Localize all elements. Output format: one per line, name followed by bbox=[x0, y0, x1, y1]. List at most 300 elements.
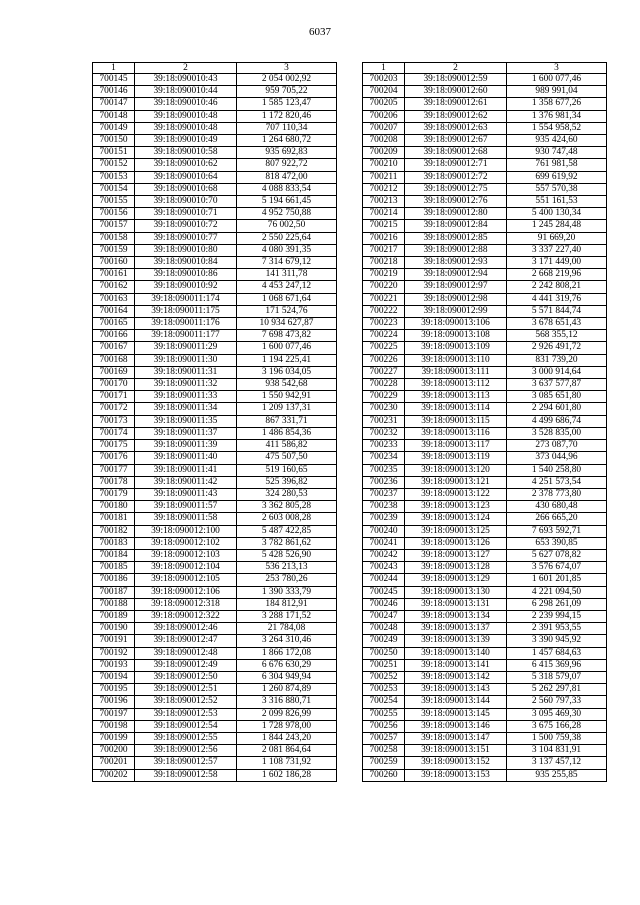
cadastral-number: 39:18:090012:52 bbox=[135, 696, 237, 708]
table-body-left bbox=[93, 74, 337, 782]
row-number: 700184 bbox=[93, 549, 135, 561]
amount: 1 550 942,91 bbox=[237, 391, 337, 403]
amount: 3 288 171,52 bbox=[237, 610, 337, 622]
cadastral-number: 39:18:090012:80 bbox=[405, 208, 507, 220]
amount: 3 390 945,92 bbox=[507, 635, 607, 647]
amount: 5 627 078,82 bbox=[507, 549, 607, 561]
cadastral-number: 39:18:090013:144 bbox=[405, 696, 507, 708]
amount: 171 524,76 bbox=[237, 305, 337, 317]
cadastral-number: 39:18:090012:105 bbox=[135, 574, 237, 586]
table-row bbox=[93, 745, 337, 757]
row-number: 700207 bbox=[363, 122, 405, 134]
table-row bbox=[93, 635, 337, 647]
amount: 1 264 680,72 bbox=[237, 135, 337, 147]
cadastral-number: 39:18:090013:106 bbox=[405, 318, 507, 330]
amount: 7 693 592,71 bbox=[507, 525, 607, 537]
row-number: 700179 bbox=[93, 488, 135, 500]
row-number: 700198 bbox=[93, 720, 135, 732]
row-number: 700237 bbox=[363, 488, 405, 500]
amount: 4 088 833,54 bbox=[237, 183, 337, 195]
header-row bbox=[363, 63, 607, 74]
table-row bbox=[363, 220, 607, 232]
row-number: 700204 bbox=[363, 86, 405, 98]
table-row bbox=[363, 598, 607, 610]
table-row bbox=[93, 769, 337, 781]
table-row bbox=[93, 305, 337, 317]
table-row bbox=[363, 745, 607, 757]
cadastral-number: 39:18:090012:60 bbox=[405, 86, 507, 98]
row-number: 700208 bbox=[363, 135, 405, 147]
cadastral-number: 39:18:090013:152 bbox=[405, 757, 507, 769]
column-header: 1 bbox=[93, 63, 135, 74]
amount: 1 194 225,41 bbox=[237, 354, 337, 366]
row-number: 700244 bbox=[363, 574, 405, 586]
cadastral-number: 39:18:090013:114 bbox=[405, 403, 507, 415]
cadastral-number: 39:18:090012:94 bbox=[405, 269, 507, 281]
cadastral-number: 39:18:090012:93 bbox=[405, 257, 507, 269]
table-row bbox=[93, 476, 337, 488]
cadastral-number: 39:18:090011:174 bbox=[135, 293, 237, 305]
amount: 141 311,78 bbox=[237, 269, 337, 281]
table-row bbox=[363, 732, 607, 744]
amount: 3 678 651,43 bbox=[507, 318, 607, 330]
row-number: 700194 bbox=[93, 671, 135, 683]
table-row bbox=[363, 196, 607, 208]
amount: 831 739,20 bbox=[507, 354, 607, 366]
amount: 1 457 684,63 bbox=[507, 647, 607, 659]
cadastral-number: 39:18:090011:57 bbox=[135, 501, 237, 513]
cadastral-number: 39:18:090012:102 bbox=[135, 537, 237, 549]
table-row bbox=[363, 208, 607, 220]
table-row bbox=[93, 147, 337, 159]
row-number: 700145 bbox=[93, 74, 135, 86]
amount: 1 844 243,20 bbox=[237, 732, 337, 744]
amount: 1 172 820,46 bbox=[237, 110, 337, 122]
row-number: 700156 bbox=[93, 208, 135, 220]
row-number: 700213 bbox=[363, 196, 405, 208]
table-row bbox=[363, 525, 607, 537]
row-number: 700246 bbox=[363, 598, 405, 610]
table-row bbox=[363, 562, 607, 574]
amount: 1 728 978,00 bbox=[237, 720, 337, 732]
amount: 411 586,82 bbox=[237, 440, 337, 452]
amount: 273 087,70 bbox=[507, 440, 607, 452]
row-number: 700178 bbox=[93, 476, 135, 488]
row-number: 700255 bbox=[363, 708, 405, 720]
row-number: 700211 bbox=[363, 171, 405, 183]
amount: 4 221 094,50 bbox=[507, 586, 607, 598]
table-row bbox=[93, 86, 337, 98]
row-number: 700234 bbox=[363, 452, 405, 464]
table-row bbox=[93, 549, 337, 561]
register-table-left bbox=[92, 62, 337, 782]
cadastral-number: 39:18:090010:86 bbox=[135, 269, 237, 281]
cadastral-number: 39:18:090010:48 bbox=[135, 110, 237, 122]
amount: 699 619,92 bbox=[507, 171, 607, 183]
cadastral-number: 39:18:090013:151 bbox=[405, 745, 507, 757]
amount: 1 108 731,92 bbox=[237, 757, 337, 769]
table-row bbox=[363, 318, 607, 330]
table-row bbox=[93, 586, 337, 598]
row-number: 700214 bbox=[363, 208, 405, 220]
cadastral-number: 39:18:090011:176 bbox=[135, 318, 237, 330]
row-number: 700241 bbox=[363, 537, 405, 549]
table-row bbox=[363, 610, 607, 622]
table-row bbox=[93, 537, 337, 549]
cadastral-number: 39:18:090012:46 bbox=[135, 623, 237, 635]
row-number: 700258 bbox=[363, 745, 405, 757]
amount: 5 262 297,81 bbox=[507, 684, 607, 696]
amount: 930 747,48 bbox=[507, 147, 607, 159]
row-number: 700168 bbox=[93, 354, 135, 366]
cadastral-number: 39:18:090010:68 bbox=[135, 183, 237, 195]
table-row bbox=[93, 98, 337, 110]
row-number: 700216 bbox=[363, 232, 405, 244]
cadastral-number: 39:18:090013:125 bbox=[405, 525, 507, 537]
row-number: 700222 bbox=[363, 305, 405, 317]
amount: 1 260 874,89 bbox=[237, 684, 337, 696]
table-row bbox=[363, 403, 607, 415]
table-row bbox=[363, 452, 607, 464]
row-number: 700205 bbox=[363, 98, 405, 110]
cadastral-number: 39:18:090013:139 bbox=[405, 635, 507, 647]
row-number: 700232 bbox=[363, 427, 405, 439]
cadastral-number: 39:18:090013:129 bbox=[405, 574, 507, 586]
row-number: 700251 bbox=[363, 659, 405, 671]
table-row bbox=[93, 342, 337, 354]
amount: 3 196 034,05 bbox=[237, 366, 337, 378]
cadastral-number: 39:18:090013:143 bbox=[405, 684, 507, 696]
amount: 5 400 130,34 bbox=[507, 208, 607, 220]
amount: 935 692,83 bbox=[237, 147, 337, 159]
row-number: 700176 bbox=[93, 452, 135, 464]
table-row bbox=[93, 159, 337, 171]
row-number: 700248 bbox=[363, 623, 405, 635]
amount: 1 866 172,08 bbox=[237, 647, 337, 659]
cadastral-number: 39:18:090012:75 bbox=[405, 183, 507, 195]
table-row bbox=[93, 244, 337, 256]
table-row bbox=[93, 208, 337, 220]
cadastral-number: 39:18:090012:104 bbox=[135, 562, 237, 574]
amount: 1 554 958,52 bbox=[507, 122, 607, 134]
table-row bbox=[363, 366, 607, 378]
row-number: 700163 bbox=[93, 293, 135, 305]
cadastral-number: 39:18:090012:50 bbox=[135, 671, 237, 683]
amount: 475 507,50 bbox=[237, 452, 337, 464]
amount: 7 698 473,82 bbox=[237, 330, 337, 342]
row-number: 700203 bbox=[363, 74, 405, 86]
cadastral-number: 39:18:090013:116 bbox=[405, 427, 507, 439]
amount: 3 782 861,62 bbox=[237, 537, 337, 549]
amount: 5 318 579,07 bbox=[507, 671, 607, 683]
cadastral-number: 39:18:090011:32 bbox=[135, 379, 237, 391]
table-body-right bbox=[363, 74, 607, 782]
table-row bbox=[93, 281, 337, 293]
amount: 1 376 981,34 bbox=[507, 110, 607, 122]
cadastral-number: 39:18:090013:123 bbox=[405, 501, 507, 513]
table-row bbox=[93, 708, 337, 720]
row-number: 700250 bbox=[363, 647, 405, 659]
row-number: 700187 bbox=[93, 586, 135, 598]
cadastral-number: 39:18:090011:58 bbox=[135, 513, 237, 525]
row-number: 700224 bbox=[363, 330, 405, 342]
table-row bbox=[363, 684, 607, 696]
table-row bbox=[363, 488, 607, 500]
column-header: 2 bbox=[405, 63, 507, 74]
row-number: 700197 bbox=[93, 708, 135, 720]
row-number: 700201 bbox=[93, 757, 135, 769]
row-number: 700180 bbox=[93, 501, 135, 513]
row-number: 700146 bbox=[93, 86, 135, 98]
cadastral-number: 39:18:090011:43 bbox=[135, 488, 237, 500]
row-number: 700162 bbox=[93, 281, 135, 293]
row-number: 700212 bbox=[363, 183, 405, 195]
table-row bbox=[93, 659, 337, 671]
table-row bbox=[363, 232, 607, 244]
row-number: 700151 bbox=[93, 147, 135, 159]
row-number: 700190 bbox=[93, 623, 135, 635]
amount: 324 280,53 bbox=[237, 488, 337, 500]
table-row bbox=[93, 684, 337, 696]
amount: 867 331,71 bbox=[237, 415, 337, 427]
table-row bbox=[93, 110, 337, 122]
cadastral-number: 39:18:090010:43 bbox=[135, 74, 237, 86]
row-number: 700236 bbox=[363, 476, 405, 488]
table-row bbox=[93, 623, 337, 635]
amount: 519 160,65 bbox=[237, 464, 337, 476]
row-number: 700149 bbox=[93, 122, 135, 134]
table-row bbox=[93, 354, 337, 366]
amount: 21 784,08 bbox=[237, 623, 337, 635]
row-number: 700192 bbox=[93, 647, 135, 659]
row-number: 700259 bbox=[363, 757, 405, 769]
amount: 1 585 123,47 bbox=[237, 98, 337, 110]
table-row bbox=[363, 501, 607, 513]
cadastral-number: 39:18:090012:67 bbox=[405, 135, 507, 147]
amount: 1 500 759,38 bbox=[507, 732, 607, 744]
amount: 1 601 201,85 bbox=[507, 574, 607, 586]
amount: 373 044,96 bbox=[507, 452, 607, 464]
page-number: 6037 bbox=[309, 26, 331, 38]
cadastral-number: 39:18:090013:113 bbox=[405, 391, 507, 403]
cadastral-number: 39:18:090012:322 bbox=[135, 610, 237, 622]
amount: 1 486 854,36 bbox=[237, 427, 337, 439]
table-row bbox=[93, 171, 337, 183]
row-number: 700240 bbox=[363, 525, 405, 537]
cadastral-number: 39:18:090013:111 bbox=[405, 366, 507, 378]
row-number: 700158 bbox=[93, 232, 135, 244]
table-row bbox=[363, 183, 607, 195]
cadastral-number: 39:18:090013:141 bbox=[405, 659, 507, 671]
table-row bbox=[363, 635, 607, 647]
row-number: 700199 bbox=[93, 732, 135, 744]
table-row bbox=[93, 696, 337, 708]
cadastral-number: 39:18:090011:34 bbox=[135, 403, 237, 415]
row-number: 700254 bbox=[363, 696, 405, 708]
amount: 4 952 750,88 bbox=[237, 208, 337, 220]
row-number: 700245 bbox=[363, 586, 405, 598]
row-number: 700152 bbox=[93, 159, 135, 171]
column-header: 2 bbox=[135, 63, 237, 74]
cadastral-number: 39:18:090012:56 bbox=[135, 745, 237, 757]
cadastral-number: 39:18:090010:72 bbox=[135, 220, 237, 232]
amount: 6 304 949,94 bbox=[237, 671, 337, 683]
row-number: 700169 bbox=[93, 366, 135, 378]
row-number: 700260 bbox=[363, 769, 405, 781]
table-row bbox=[93, 513, 337, 525]
amount: 4 453 247,12 bbox=[237, 281, 337, 293]
amount: 6 415 369,96 bbox=[507, 659, 607, 671]
table-row bbox=[363, 696, 607, 708]
table-row bbox=[93, 501, 337, 513]
cadastral-number: 39:18:090012:85 bbox=[405, 232, 507, 244]
cadastral-number: 39:18:090010:46 bbox=[135, 98, 237, 110]
amount: 3 095 469,30 bbox=[507, 708, 607, 720]
row-number: 700226 bbox=[363, 354, 405, 366]
row-number: 700196 bbox=[93, 696, 135, 708]
table-row bbox=[363, 574, 607, 586]
row-number: 700154 bbox=[93, 183, 135, 195]
amount: 2 603 008,28 bbox=[237, 513, 337, 525]
table-row bbox=[363, 427, 607, 439]
row-number: 700166 bbox=[93, 330, 135, 342]
amount: 10 934 627,87 bbox=[237, 318, 337, 330]
amount: 989 991,04 bbox=[507, 86, 607, 98]
amount: 1 600 077,46 bbox=[237, 342, 337, 354]
cadastral-number: 39:18:090013:140 bbox=[405, 647, 507, 659]
amount: 3 637 577,87 bbox=[507, 379, 607, 391]
table-row bbox=[93, 257, 337, 269]
table-row bbox=[93, 196, 337, 208]
column-header: 1 bbox=[363, 63, 405, 74]
row-number: 700193 bbox=[93, 659, 135, 671]
table-row bbox=[93, 720, 337, 732]
table-row bbox=[93, 732, 337, 744]
row-number: 700215 bbox=[363, 220, 405, 232]
table-row bbox=[363, 86, 607, 98]
amount: 6 676 630,29 bbox=[237, 659, 337, 671]
table-row bbox=[363, 342, 607, 354]
cadastral-number: 39:18:090013:122 bbox=[405, 488, 507, 500]
table-row bbox=[93, 379, 337, 391]
table-row bbox=[93, 220, 337, 232]
amount: 2 668 219,96 bbox=[507, 269, 607, 281]
row-number: 700225 bbox=[363, 342, 405, 354]
row-number: 700238 bbox=[363, 501, 405, 513]
table-row bbox=[363, 391, 607, 403]
amount: 184 812,91 bbox=[237, 598, 337, 610]
cadastral-number: 39:18:090012:98 bbox=[405, 293, 507, 305]
table-row bbox=[363, 757, 607, 769]
cadastral-number: 39:18:090011:37 bbox=[135, 427, 237, 439]
row-number: 700242 bbox=[363, 549, 405, 561]
cadastral-number: 39:18:090012:88 bbox=[405, 244, 507, 256]
amount: 7 314 679,12 bbox=[237, 257, 337, 269]
cadastral-number: 39:18:090011:29 bbox=[135, 342, 237, 354]
table-row bbox=[363, 513, 607, 525]
table-row bbox=[93, 135, 337, 147]
table-row bbox=[93, 574, 337, 586]
cadastral-number: 39:18:090010:71 bbox=[135, 208, 237, 220]
row-number: 700206 bbox=[363, 110, 405, 122]
row-number: 700150 bbox=[93, 135, 135, 147]
table-row bbox=[93, 232, 337, 244]
amount: 253 780,26 bbox=[237, 574, 337, 586]
cadastral-number: 39:18:090011:177 bbox=[135, 330, 237, 342]
row-number: 700200 bbox=[93, 745, 135, 757]
table-row bbox=[363, 159, 607, 171]
row-number: 700195 bbox=[93, 684, 135, 696]
amount: 3 264 310,46 bbox=[237, 635, 337, 647]
table-row bbox=[363, 623, 607, 635]
table-row bbox=[93, 440, 337, 452]
row-number: 700157 bbox=[93, 220, 135, 232]
cadastral-number: 39:18:090012:84 bbox=[405, 220, 507, 232]
amount: 653 390,85 bbox=[507, 537, 607, 549]
register-table-right bbox=[362, 62, 607, 782]
row-number: 700189 bbox=[93, 610, 135, 622]
header-row bbox=[93, 63, 337, 74]
cadastral-number: 39:18:090011:175 bbox=[135, 305, 237, 317]
row-number: 700182 bbox=[93, 525, 135, 537]
amount: 5 194 661,45 bbox=[237, 196, 337, 208]
table-row bbox=[93, 122, 337, 134]
table-row bbox=[363, 98, 607, 110]
row-number: 700170 bbox=[93, 379, 135, 391]
amount: 959 705,22 bbox=[237, 86, 337, 98]
cadastral-number: 39:18:090012:55 bbox=[135, 732, 237, 744]
cadastral-number: 39:18:090012:76 bbox=[405, 196, 507, 208]
cadastral-number: 39:18:090013:115 bbox=[405, 415, 507, 427]
table-row bbox=[363, 549, 607, 561]
table-row bbox=[363, 647, 607, 659]
table-row bbox=[93, 610, 337, 622]
cadastral-number: 39:18:090011:30 bbox=[135, 354, 237, 366]
amount: 3 000 914,64 bbox=[507, 366, 607, 378]
cadastral-number: 39:18:090012:61 bbox=[405, 98, 507, 110]
row-number: 700243 bbox=[363, 562, 405, 574]
amount: 3 675 166,28 bbox=[507, 720, 607, 732]
amount: 1 245 284,48 bbox=[507, 220, 607, 232]
table-row bbox=[93, 183, 337, 195]
row-number: 700219 bbox=[363, 269, 405, 281]
cadastral-number: 39:18:090013:137 bbox=[405, 623, 507, 635]
amount: 2 294 601,80 bbox=[507, 403, 607, 415]
amount: 3 576 674,07 bbox=[507, 562, 607, 574]
cadastral-number: 39:18:090012:53 bbox=[135, 708, 237, 720]
row-number: 700161 bbox=[93, 269, 135, 281]
table-row bbox=[93, 562, 337, 574]
row-number: 700171 bbox=[93, 391, 135, 403]
row-number: 700167 bbox=[93, 342, 135, 354]
table-row bbox=[363, 537, 607, 549]
table-row bbox=[93, 757, 337, 769]
amount: 1 390 333,79 bbox=[237, 586, 337, 598]
amount: 1 209 137,31 bbox=[237, 403, 337, 415]
row-number: 700253 bbox=[363, 684, 405, 696]
amount: 430 680,48 bbox=[507, 501, 607, 513]
row-number: 700210 bbox=[363, 159, 405, 171]
amount: 761 981,58 bbox=[507, 159, 607, 171]
table-row bbox=[363, 708, 607, 720]
cadastral-number: 39:18:090012:99 bbox=[405, 305, 507, 317]
amount: 76 002,50 bbox=[237, 220, 337, 232]
row-number: 700220 bbox=[363, 281, 405, 293]
amount: 818 472,00 bbox=[237, 171, 337, 183]
amount: 2 081 864,64 bbox=[237, 745, 337, 757]
amount: 5 487 422,85 bbox=[237, 525, 337, 537]
cadastral-number: 39:18:090010:84 bbox=[135, 257, 237, 269]
